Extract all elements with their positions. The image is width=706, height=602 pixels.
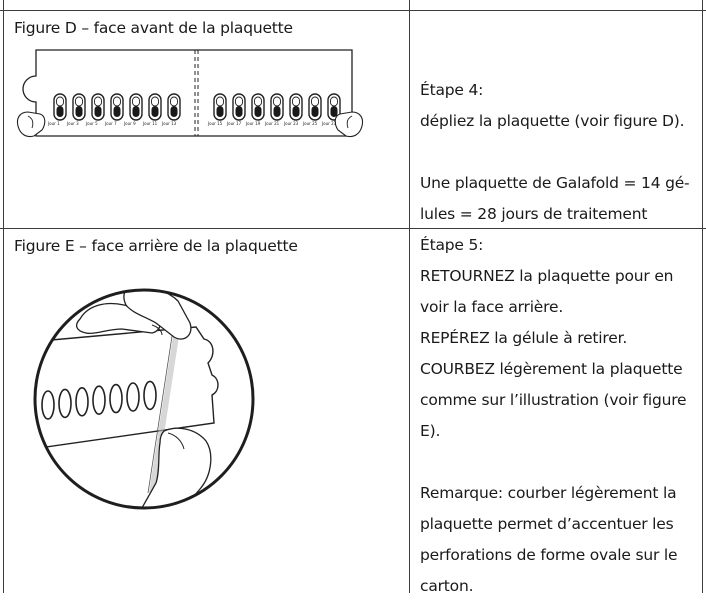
day-label: Jour 1: [48, 121, 60, 126]
capsule-body: [293, 106, 300, 117]
oval-perforation: [93, 386, 105, 414]
capsule-cap: [236, 97, 243, 106]
table-left-border: [3, 0, 4, 593]
day-label: Jour 23: [284, 121, 299, 126]
capsule-cap: [217, 97, 224, 106]
step-4-blank: [420, 137, 689, 168]
oval-perforation: [76, 388, 88, 416]
oval-perforation: [59, 389, 71, 417]
day-label: Jour 7: [105, 121, 117, 126]
capsule-body: [255, 106, 262, 117]
day-label: Jour 3: [67, 121, 79, 126]
step-5-line: voir la face arrière.: [420, 298, 564, 316]
capsule-cap: [133, 97, 140, 106]
capsule-body: [171, 106, 178, 117]
table-right-border: [702, 0, 703, 593]
capsule-body: [217, 106, 224, 117]
capsule-cap: [171, 97, 178, 106]
capsule-cap: [76, 97, 83, 106]
capsule-cap: [312, 97, 319, 106]
step-4-line: dépliez la plaquette (voir figure D).: [420, 112, 685, 130]
step-5-line: perforations de forme ovale sur le: [420, 546, 678, 564]
step-5-line: E).: [420, 422, 441, 440]
capsule-body: [57, 106, 64, 117]
capsule-cap: [95, 97, 102, 106]
capsule-body: [236, 106, 243, 117]
step-4-line: Une plaquette de Galafold = 14 gé-: [420, 174, 690, 192]
day-label: Jour 17: [227, 121, 242, 126]
step-5-line: RETOURNEZ la plaquette pour en: [420, 267, 674, 285]
capsule-body: [274, 106, 281, 117]
capsule-body: [152, 106, 159, 117]
oval-perforation: [144, 381, 156, 409]
capsule-body: [312, 106, 319, 117]
day-label: Jour 21: [265, 121, 280, 126]
figure-e-blister-back-illustration: [28, 283, 260, 515]
figure-d-title: Figure D – face avant de la plaquette: [14, 19, 293, 37]
capsule-body: [95, 106, 102, 117]
day-label: Jour 19: [246, 121, 261, 126]
step-4-instructions: [420, 75, 689, 230]
step-5-line: plaquette permet d’accentuer les: [420, 515, 674, 533]
oval-perforation: [110, 385, 122, 413]
oval-perforation: [127, 383, 139, 411]
step-5-heading: Étape 5:: [420, 236, 484, 254]
capsule-cap: [57, 97, 64, 106]
oval-perforation: [42, 391, 54, 419]
day-label: Jour 27: [322, 121, 337, 126]
capsule-body: [331, 106, 338, 117]
step-5-line: Remarque: courber légèrement la: [420, 484, 677, 502]
capsule-cap: [114, 97, 121, 106]
capsule-body: [76, 106, 83, 117]
capsule-cap: [331, 97, 338, 106]
step-5-line: COURBEZ légèrement la plaquette: [420, 360, 683, 378]
day-label: Jour 9: [124, 121, 136, 126]
step-5-line: REPÉREZ la gélule à retirer.: [420, 329, 628, 347]
table-column-divider: [409, 0, 410, 593]
day-label: Jour 5: [86, 121, 98, 126]
day-label: Jour 11: [143, 121, 158, 126]
step-5-blank: [420, 447, 686, 478]
day-label: Jour 25: [303, 121, 318, 126]
capsule-cap: [255, 97, 262, 106]
day-label: Jour 15: [208, 121, 223, 126]
capsule-cap: [293, 97, 300, 106]
capsule-cap: [274, 97, 281, 106]
capsule-body: [114, 106, 121, 117]
step-5-instructions: [420, 230, 686, 602]
capsule-cap: [152, 97, 159, 106]
step-4-heading: Étape 4:: [420, 81, 484, 99]
figure-d-day-labels: [14, 121, 366, 131]
figure-e-title: Figure E – face arrière de la plaquette: [14, 237, 298, 255]
step-4-line: lules = 28 jours de traitement: [420, 205, 648, 223]
step-5-line: carton.: [420, 577, 474, 595]
step-5-line: comme sur l’illustration (voir figure: [420, 391, 687, 409]
day-label: Jour 13: [162, 121, 177, 126]
table-top-border: [0, 10, 706, 11]
capsule-body: [133, 106, 140, 117]
